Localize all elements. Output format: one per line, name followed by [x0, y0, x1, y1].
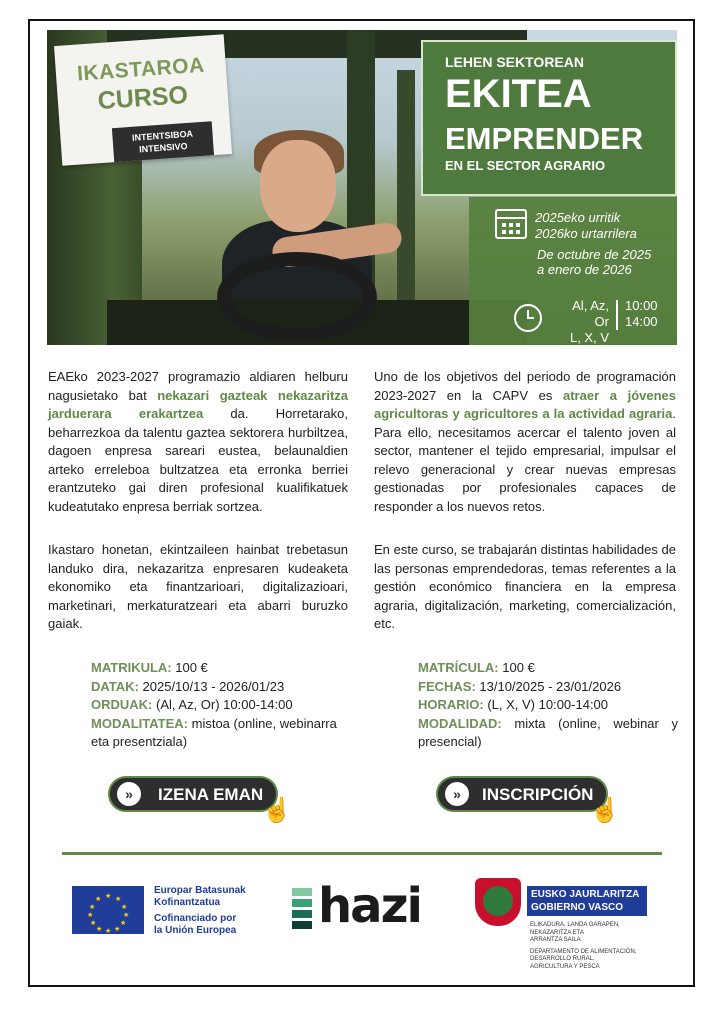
- dates-es-line2: a enero de 2026: [537, 262, 632, 277]
- intro-eu-text-b: da. Horretarako, beharrezkoa da talentu gaztea sektorera hurbiltzea, dagoen enpresa sareari eustea, belaunaldien arteko erreleboa bultzatzea eta erronka berriei erantzuteko gai diren profesional kualifikatuek kudeatutako enpresa berriak sortzea.: [48, 406, 348, 514]
- dates-eu: [535, 210, 637, 242]
- intro-es-text-a: Uno de los objetivos del periodo de programación 2023-2027 en la CAPV es: [374, 369, 676, 403]
- dept-eu-1: ELIKADURA, LANDA GARAPEN,: [530, 922, 620, 928]
- hazi-logo-mark: [292, 888, 312, 930]
- reg-es-mode: MODALIDAD: mixta (online, webinar y presencial): [418, 715, 678, 749]
- panel-subtitle: EN EL SECTOR AGRARIO: [445, 158, 606, 173]
- registration-eu: [91, 659, 353, 752]
- eu-cofunded-eu: [154, 885, 246, 909]
- days-es: L, X, V: [569, 330, 609, 345]
- skills-eu: Ikastaro honetan, ekintzaileen hainbat trebetasun landuko dira, nekazaritza enpresaren kudeaketa ekonomiko eta finantzarioari, digitalizazioari, marketinari, merkaturatzeari eta abarri buruzko gaiak.: [48, 542, 348, 631]
- hours: [625, 298, 658, 330]
- title-panel: [421, 40, 677, 196]
- register-button-es[interactable]: [436, 776, 608, 812]
- basque-government-shield-icon: [475, 878, 521, 926]
- eu-text-line3: Cofinanciado por: [154, 913, 237, 924]
- time-start: 10:00: [625, 298, 658, 313]
- registration-es: [418, 659, 678, 752]
- reg-eu-dates: DATAK: 2025/10/13 - 2026/01/23: [91, 678, 285, 694]
- intro-es: [374, 368, 676, 516]
- intensive-tag: [112, 121, 214, 162]
- eu-flag-icon: ★ ★ ★ ★ ★ ★ ★ ★ ★ ★ ★ ★: [72, 886, 144, 934]
- tag-line1: INTENTSIBOA: [131, 128, 194, 143]
- intro-es-highlight: atraer a jóvenes agricultoras y agricultores a la actividad agraria: [374, 387, 677, 421]
- department-name: [530, 922, 636, 971]
- reg-eu-fee: MATRIKULA: 100 €: [91, 660, 208, 675]
- panel-title-es: EMPRENDER: [445, 121, 644, 156]
- arrow-icon: »: [117, 782, 141, 806]
- intro-es-text-b: . Para ello, necesitamos acercar el talento joven al sector, mantener el tejido empresarial, impulsar el relevo generacional y crear nuevas empresas gestionadas por profesionales capaces de responder a los nuevos retos.: [374, 406, 676, 514]
- intro-eu-highlight: nekazari gazteak nekazaritza jarduerara erakartzea: [48, 387, 348, 421]
- register-label-es: INSCRIPCIÓN: [482, 785, 594, 804]
- footer-divider: [62, 852, 662, 855]
- register-button-eu[interactable]: [108, 776, 278, 812]
- reg-eu-mode: MODALITATEA: mistoa (online, webinarra eta presentziala): [91, 715, 337, 749]
- reg-es-dates: FECHAS: 13/10/2025 - 23/01/2026: [418, 678, 622, 694]
- time-end: 14:00: [625, 314, 658, 329]
- hand-pointer-icon: ☝: [590, 797, 620, 824]
- eu-text-line4: la Unión Europea: [154, 925, 237, 936]
- steering-wheel: [217, 252, 377, 342]
- register-label-eu: IZENA EMAN: [158, 785, 264, 804]
- dept-eu-2: NEKAZARITZA ETA: [530, 929, 584, 936]
- schedule-panel: [469, 197, 677, 345]
- dates-eu-line2: 2026ko urtarrilera: [535, 226, 637, 241]
- gv-name-eu: EUSKO JAURLARITZA: [531, 889, 640, 900]
- panel-top: LEHEN SEKTOREAN: [445, 54, 584, 70]
- calendar-icon: [495, 209, 527, 239]
- arrow-icon: »: [445, 782, 469, 806]
- eu-text-line1: Europar Batasunak: [154, 885, 246, 896]
- dates-eu-line1: 2025eko urritik: [535, 210, 621, 225]
- dept-eu-3: ARRANTZA SAILA: [530, 937, 581, 943]
- days-eu: Al, Az, Or: [572, 298, 609, 329]
- dept-es-2: DESARROLLO RURAL,: [530, 956, 595, 962]
- dates-es-line1: De octubre de 2025: [537, 247, 652, 262]
- dept-es-3: AGRICULTURA Y PESCA: [530, 963, 600, 970]
- clock-icon: [514, 304, 542, 332]
- skills-es: En este curso, se trabajarán distintas habilidades de las personas emprendedoras, temas referentes a la gestión económico financiera en la empresa agraria, digitalización, marketing, comercialización, etc.: [374, 542, 676, 631]
- dept-es-1: DEPARTAMENTO DE ALIMENTACIÓN,: [530, 948, 637, 955]
- reg-eu-hours: ORDUAK: (Al, Az, Or) 10:00-14:00: [91, 697, 293, 712]
- eu-text-line2: Kofinantzatua: [154, 897, 221, 908]
- course-badge: [54, 34, 232, 166]
- hand-pointer-icon: ☝: [262, 797, 292, 824]
- reg-es-fee: MATRÍCULA: 100 €: [418, 660, 535, 675]
- badge-line2: CURSO: [96, 80, 189, 116]
- basque-government-name: [527, 886, 647, 916]
- intro-eu: [48, 368, 348, 516]
- intro-eu-text-a: EAEko 2023-2027 programazio aldiaren helburu nagusietako bat: [48, 369, 348, 403]
- tag-line2: INTENSIVO: [138, 141, 188, 155]
- hero-banner: [47, 30, 677, 345]
- hazi-logo: hazi: [318, 878, 421, 934]
- reg-es-hours: HORARIO: (L, X, V) 10:00-14:00: [418, 697, 609, 712]
- gv-name-es: GOBIERNO VASCO: [531, 902, 624, 913]
- eu-cofunded-es: [154, 913, 236, 937]
- dates-es: [537, 247, 651, 277]
- badge-line1: IKASTAROA: [76, 53, 206, 86]
- panel-title-eu: EKITEA: [445, 72, 592, 116]
- days: [557, 298, 609, 345]
